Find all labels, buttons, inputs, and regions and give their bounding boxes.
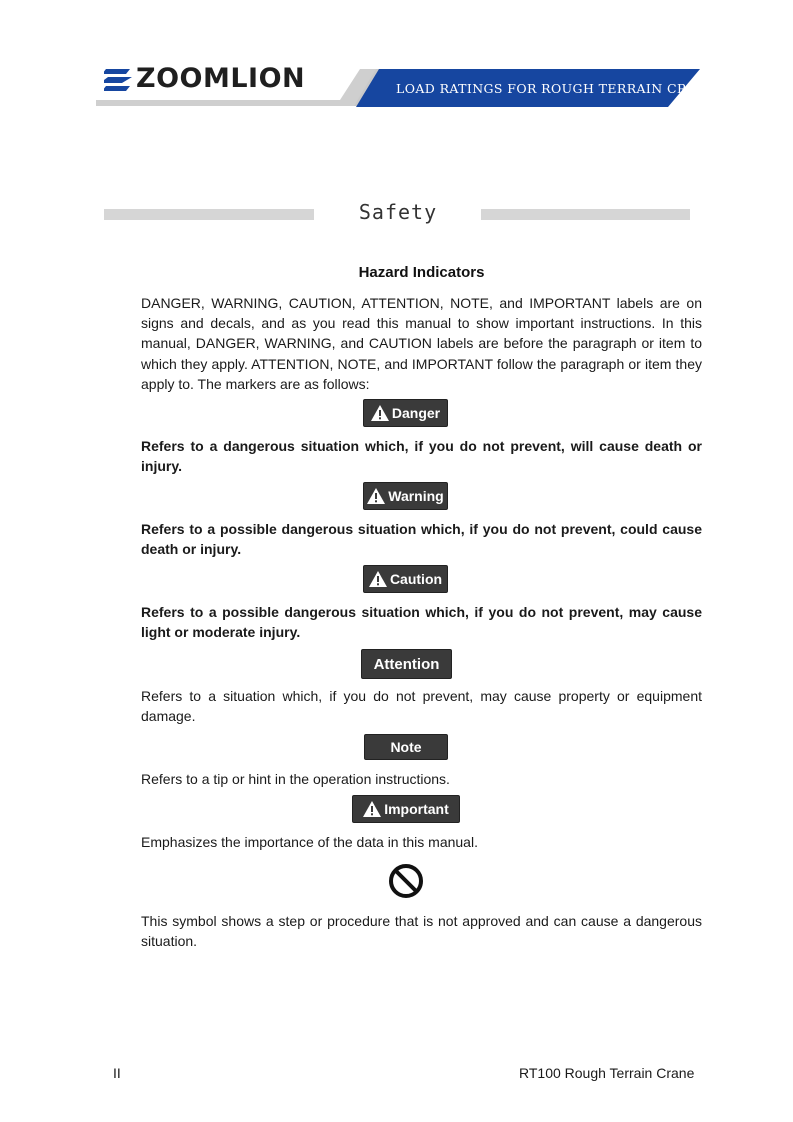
title-rule-left xyxy=(104,209,314,220)
attention-description: Refers to a situation which, if you do not prevent, may cause property or equipment damage. xyxy=(141,688,702,725)
zoomlion-logo-icon xyxy=(104,69,132,91)
warning-triangle-icon xyxy=(369,571,387,587)
warning-triangle-icon xyxy=(363,801,381,817)
header-caption: LOAD RATINGS FOR ROUGH TERRAIN CRANE xyxy=(396,81,718,96)
warning-triangle-icon xyxy=(367,488,385,504)
danger-label-text: Danger xyxy=(391,405,441,421)
intro-paragraph: DANGER, WARNING, CAUTION, ATTENTION, NOTE, and IMPORTANT labels are on signs and decals, and as you read this manual to show important instructions. In this manual, DANGER, WARNING, and CAUTION labels are before the paragraph or item to which they apply. ATTENTION, NOTE, and IMPORTANT follow the paragraph or item they apply to. The markers are as follows: xyxy=(141,295,702,392)
note-label-text: Note xyxy=(390,739,422,755)
danger-description: Refers to a dangerous situation which, if you do not prevent, will cause death or injury. xyxy=(141,438,702,475)
important-label xyxy=(352,795,460,823)
warning-label xyxy=(363,482,448,510)
page-number: II xyxy=(113,1065,121,1081)
warning-label-text: Warning xyxy=(388,488,444,504)
warning-description: Refers to a possible dangerous situation which, if you do not prevent, could cause death or injury. xyxy=(141,521,702,558)
subtitle: Hazard Indicators xyxy=(358,264,485,281)
warning-triangle-icon xyxy=(371,405,389,421)
caution-label xyxy=(363,565,448,593)
header-banner xyxy=(0,0,793,120)
footer-doc-title: RT100 Rough Terrain Crane xyxy=(519,1065,695,1081)
caution-description: Refers to a possible dangerous situation which, if you do not prevent, may cause light or moderate injury. xyxy=(141,604,702,641)
attention-label-text: Attention xyxy=(373,655,440,673)
brand-logo-text: ZOOMLION xyxy=(136,63,306,94)
attention-label xyxy=(361,649,452,679)
note-description: Refers to a tip or hint in the operation instructions. xyxy=(141,771,450,787)
important-label-text: Important xyxy=(384,801,449,817)
important-description: Emphasizes the importance of the data in this manual. xyxy=(141,834,478,850)
prohibited-description: This symbol shows a step or procedure that is not approved and can cause a dangerous situation. xyxy=(141,913,702,950)
danger-label xyxy=(363,399,448,427)
section-title: Safety xyxy=(358,200,438,224)
prohibited-icon xyxy=(388,863,424,899)
title-rule-right xyxy=(481,209,690,220)
note-label xyxy=(364,734,448,760)
caution-label-text: Caution xyxy=(389,571,443,587)
